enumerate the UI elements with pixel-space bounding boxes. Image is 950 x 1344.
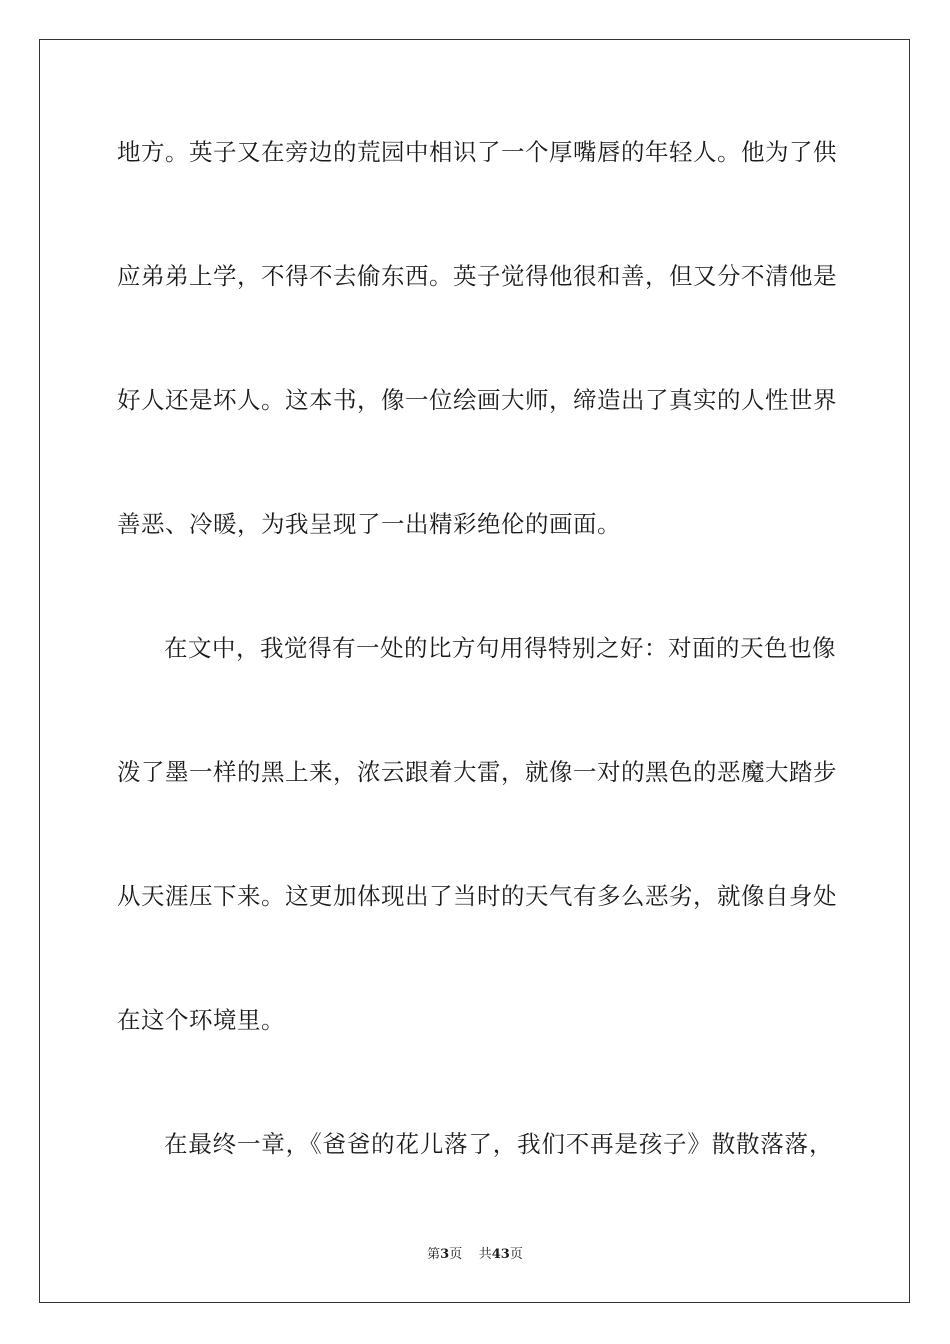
total-suffix: 页 [509, 1247, 523, 1262]
page-number: 3 [440, 1247, 450, 1262]
text-line-1: 地方。英子又在旁边的荒园中相识了一个厚嘴唇的年轻人。他为了供 [117, 138, 837, 166]
text-line-3: 好人还是坏人。这本书，像一位绘画大师，缔造出了真实的人性世界 [117, 386, 837, 414]
text-line-7: 从天涯压下来。这更加体现出了当时的天气有多么恶劣，就像自身处 [117, 882, 837, 910]
text-line-8: 在这个环境里。 [117, 1006, 285, 1034]
page-border [39, 39, 910, 1303]
text-line-2: 应弟弟上学，不得不去偷东西。英子觉得他很和善，但又分不清他是 [117, 262, 837, 290]
page-suffix: 页 [449, 1247, 463, 1262]
page-prefix: 第 [427, 1247, 441, 1262]
paragraph-start-line: 在文中，我觉得有一处的比方句用得特别之好：对面的天色也像 [164, 634, 836, 662]
paragraph-start-line-2: 在最终一章，《爸爸的花儿落了，我们不再是孩子》散散落落， [164, 1130, 833, 1158]
page-footer [0, 1246, 950, 1264]
text-line-4: 善恶、冷暖，为我呈现了一出精彩绝伦的画面。 [117, 510, 621, 538]
text-line-6: 泼了墨一样的黑上来，浓云跟着大雷，就像一对的黑色的恶魔大踏步 [117, 758, 837, 786]
total-pages: 43 [491, 1247, 510, 1262]
total-prefix: 共 [478, 1247, 492, 1262]
